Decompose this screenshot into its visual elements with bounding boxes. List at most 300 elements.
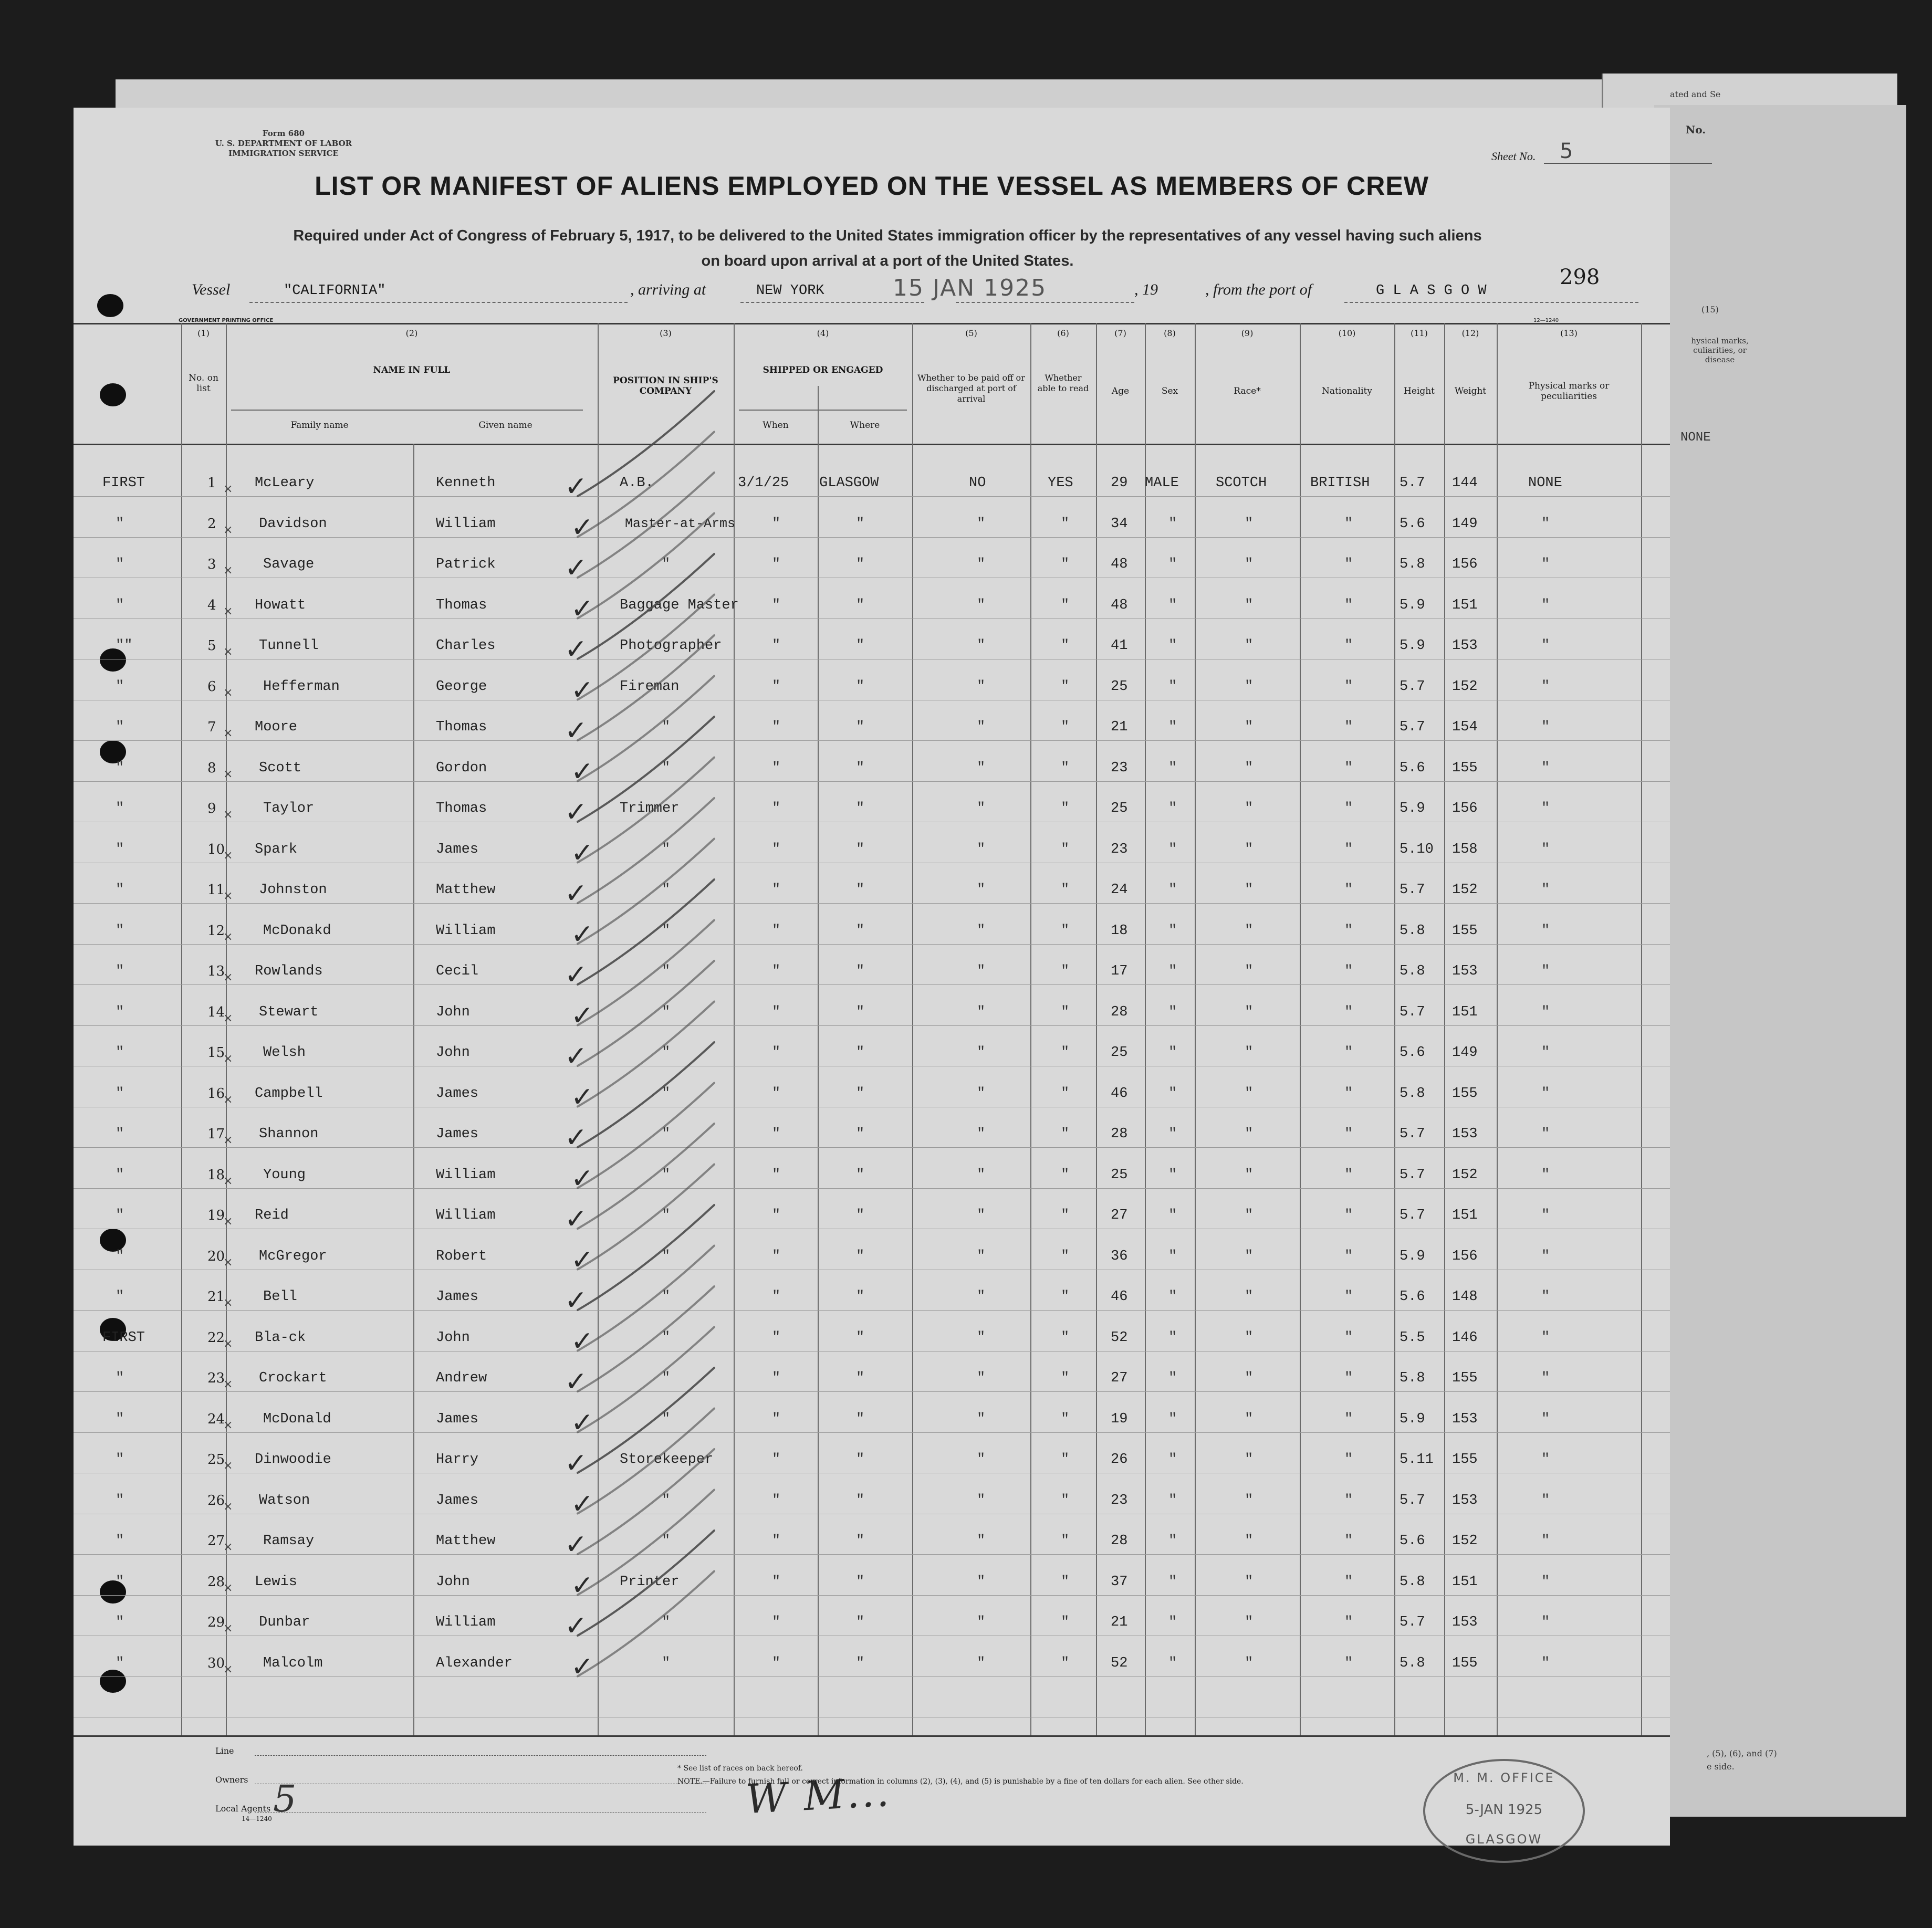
row-class: " <box>116 1411 124 1427</box>
physical-marks-ditto: " <box>1541 678 1550 695</box>
check-mark-icon: ✓ <box>571 1081 594 1113</box>
paid-off-ditto: " <box>977 801 986 816</box>
sex-ditto: " <box>1168 719 1177 735</box>
given-name: George <box>436 678 487 695</box>
row-class: " <box>116 1452 124 1468</box>
row-class: " <box>116 760 124 776</box>
x-mark-icon: × <box>223 727 233 740</box>
position: Trimmer <box>620 801 680 816</box>
physical-marks-ditto: " <box>1541 1370 1550 1386</box>
physical-marks-ditto: " <box>1541 1289 1550 1305</box>
manifest-number: 298 <box>1560 265 1600 289</box>
paid-off-ditto: " <box>977 1208 986 1223</box>
shipped-where-ditto: " <box>856 1085 865 1102</box>
right-frag-top: ated and Se <box>1670 89 1721 99</box>
race-ditto: " <box>1245 1574 1254 1590</box>
age: 21 <box>1111 719 1128 735</box>
sex-ditto: " <box>1168 760 1177 776</box>
given-name: William <box>436 1208 496 1223</box>
office-stamp: M. M. OFFICE 5-JAN 1925 GLASGOW <box>1423 1759 1585 1863</box>
family-name: Scott <box>259 760 302 776</box>
able-to-read-ditto: " <box>1061 1045 1070 1061</box>
shipped-when-ditto: " <box>772 801 781 816</box>
check-strokes <box>74 108 861 1840</box>
race-ditto: " <box>1245 1492 1254 1508</box>
sex-ditto: " <box>1168 1533 1177 1549</box>
family-name: Tunnell <box>259 638 319 654</box>
row-number: 25 <box>207 1452 225 1468</box>
x-mark-icon: × <box>223 930 233 944</box>
sex: MALE <box>1145 475 1179 491</box>
physical-marks-ditto: " <box>1541 638 1550 654</box>
shipped-where-ditto: " <box>856 1655 865 1671</box>
age: 26 <box>1111 1452 1128 1468</box>
check-mark-icon: ✓ <box>565 797 588 828</box>
family-name: Bell <box>263 1289 297 1305</box>
shipped-where-ditto: " <box>856 1126 865 1142</box>
sex-ditto: " <box>1168 1126 1177 1142</box>
able-to-read-ditto: " <box>1061 760 1070 776</box>
pencil-check-stroke <box>578 391 714 496</box>
row-class: " <box>116 1289 124 1305</box>
height: 5.6 <box>1400 1533 1425 1549</box>
age: 23 <box>1111 760 1128 776</box>
paid-off-ditto: " <box>977 557 986 572</box>
weight: 153 <box>1452 1492 1478 1508</box>
family-name: Watson <box>259 1492 310 1508</box>
col-head-name: NAME IN FULL <box>373 365 451 375</box>
col-head-given: Given name <box>478 420 532 431</box>
weight: 152 <box>1452 1533 1478 1549</box>
nationality-ditto: " <box>1344 841 1353 857</box>
check-mark-icon: ✓ <box>565 1448 588 1479</box>
weight: 152 <box>1452 678 1478 695</box>
weight: 151 <box>1452 1004 1478 1020</box>
family-name: Dinwoodie <box>255 1452 331 1468</box>
height: 5.9 <box>1400 638 1425 654</box>
sheet-no-underline <box>1544 163 1712 164</box>
sex-ditto: " <box>1168 1045 1177 1061</box>
nationality-ditto: " <box>1344 1329 1353 1346</box>
row-number: 20 <box>207 1248 225 1264</box>
col-num-10: (10) <box>1338 328 1356 338</box>
physical-marks-ditto: " <box>1541 1045 1550 1061</box>
family-name: Savage <box>263 557 315 572</box>
age: 52 <box>1111 1655 1128 1671</box>
height: 5.7 <box>1400 1492 1425 1508</box>
family-name: McGregor <box>259 1248 327 1264</box>
given-name: John <box>436 1045 470 1061</box>
sex-ditto: " <box>1168 1289 1177 1305</box>
sheet-behind-right-2 <box>1654 89 1906 1817</box>
shipped-where-ditto: " <box>856 1615 865 1630</box>
row-class: " <box>116 719 124 735</box>
nationality-ditto: " <box>1344 1411 1353 1427</box>
col-head-height: Height <box>1404 386 1435 396</box>
row-number: 1 <box>207 475 216 491</box>
row-class: " <box>116 1655 124 1671</box>
form-print-code: 12—1240 <box>1533 318 1559 323</box>
age: 29 <box>1111 475 1128 491</box>
col-num-12: (12) <box>1461 328 1479 338</box>
age: 23 <box>1111 841 1128 857</box>
shipped-when: 3/1/25 <box>738 475 789 491</box>
row-class: "" <box>116 638 133 654</box>
row-class: " <box>116 882 124 898</box>
row-number: 21 <box>207 1289 225 1305</box>
sex-ditto: " <box>1168 1370 1177 1386</box>
col-num-9: (9) <box>1241 328 1254 338</box>
shipped-when-ditto: " <box>772 1045 781 1061</box>
height: 5.6 <box>1400 1289 1425 1305</box>
able-to-read-ditto: " <box>1061 1492 1070 1508</box>
family-name: Reid <box>255 1208 289 1223</box>
check-mark-icon: ✓ <box>565 959 588 991</box>
shipped-where-ditto: " <box>856 557 865 572</box>
given-name: Alexander <box>436 1655 513 1671</box>
race-ditto: " <box>1245 882 1254 898</box>
sex-ditto: " <box>1168 1492 1177 1508</box>
age: 19 <box>1111 1411 1128 1427</box>
height: 5.7 <box>1400 882 1425 898</box>
right-col-head: hysical marks, culiarities, or disease <box>1691 336 1749 364</box>
race: SCOTCH <box>1216 475 1267 491</box>
weight: 155 <box>1452 1085 1478 1102</box>
shipped-when-ditto: " <box>772 1289 781 1305</box>
able-to-read-ditto: " <box>1061 557 1070 572</box>
col-head-where: Where <box>850 420 880 431</box>
row-number: 13 <box>207 963 225 979</box>
height: 5.8 <box>1400 1085 1425 1102</box>
shipped-when-ditto: " <box>772 1208 781 1223</box>
x-mark-icon: × <box>223 1134 233 1147</box>
shipped-where-ditto: " <box>856 1533 865 1549</box>
age: 28 <box>1111 1533 1128 1549</box>
nationality-ditto: " <box>1344 678 1353 695</box>
shipped-when-ditto: " <box>772 1004 781 1020</box>
able-to-read-ditto: " <box>1061 1533 1070 1549</box>
shipped-where-ditto: " <box>856 1411 865 1427</box>
position: " <box>662 557 671 572</box>
weight: 148 <box>1452 1289 1478 1305</box>
given-name: Cecil <box>436 963 479 979</box>
height: 5.6 <box>1400 1045 1425 1061</box>
age: 21 <box>1111 1615 1128 1630</box>
family-name: Welsh <box>263 1045 306 1061</box>
col-head-nationality: Nationality <box>1322 386 1372 396</box>
col-head-no: No. on list <box>189 373 218 394</box>
x-mark-icon: × <box>223 1255 233 1269</box>
check-mark-icon: ✓ <box>565 634 588 665</box>
col-num-4: (4) <box>817 328 829 338</box>
arriving-label: , arriving at <box>630 281 706 298</box>
position: " <box>662 841 671 857</box>
given-name: James <box>436 1126 479 1142</box>
sex-ditto: " <box>1168 678 1177 695</box>
able-to-read-ditto: " <box>1061 1167 1070 1183</box>
height: 5.8 <box>1400 963 1425 979</box>
height: 5.9 <box>1400 801 1425 816</box>
col-num-13: (13) <box>1560 328 1578 338</box>
tally-mark: 5 <box>273 1777 297 1820</box>
position: " <box>662 1126 671 1142</box>
sex-ditto: " <box>1168 597 1177 613</box>
race-ditto: " <box>1245 516 1254 532</box>
position: " <box>662 760 671 776</box>
arriving-port: NEW YORK <box>756 283 824 299</box>
position: " <box>662 1289 671 1305</box>
given-name: Thomas <box>436 719 487 735</box>
row-class: " <box>116 801 124 816</box>
race-ditto: " <box>1245 1208 1254 1223</box>
page-subtitle: Required under Act of Congress of February 5, 1917, to be delivered to the United States immigration officer by the representatives of any vessel having such aliens on board upon arrival at a port of the United States. <box>293 227 1482 269</box>
nationality-ditto: " <box>1344 719 1353 735</box>
x-mark-icon: × <box>223 1052 233 1065</box>
given-name: Gordon <box>436 760 487 776</box>
shipped-where-ditto: " <box>856 882 865 898</box>
x-mark-icon: × <box>223 1174 233 1188</box>
weight: 149 <box>1452 516 1478 532</box>
check-mark-icon: ✓ <box>565 878 588 909</box>
height: 5.6 <box>1400 760 1425 776</box>
given-name: John <box>436 1004 470 1020</box>
age: 25 <box>1111 1167 1128 1183</box>
row-class: " <box>116 1533 124 1549</box>
row-number: 11 <box>207 882 225 898</box>
shipped-when-ditto: " <box>772 1655 781 1671</box>
nationality-ditto: " <box>1344 1085 1353 1102</box>
row-number: 17 <box>207 1126 225 1142</box>
able-to-read-ditto: " <box>1061 963 1070 979</box>
row-number: 29 <box>207 1615 225 1630</box>
family-name: Spark <box>255 841 298 857</box>
age: 27 <box>1111 1370 1128 1386</box>
weight: 153 <box>1452 1126 1478 1142</box>
shipped-where-ditto: " <box>856 963 865 979</box>
weight: 152 <box>1452 1167 1478 1183</box>
shipped-where-ditto: " <box>856 1289 865 1305</box>
shipped-where-ditto: " <box>856 1370 865 1386</box>
weight: 155 <box>1452 923 1478 939</box>
nationality-ditto: " <box>1344 1492 1353 1508</box>
sex-ditto: " <box>1168 1574 1177 1590</box>
height: 5.8 <box>1400 923 1425 939</box>
row-class: " <box>116 1492 124 1508</box>
check-mark-icon: ✓ <box>571 837 594 869</box>
row-number: 19 <box>207 1208 225 1223</box>
row-class: " <box>116 1045 124 1061</box>
given-name: William <box>436 1615 496 1630</box>
height: 5.10 <box>1400 841 1434 857</box>
shipped-where-ditto: " <box>856 801 865 816</box>
height: 5.8 <box>1400 1574 1425 1590</box>
physical-marks-ditto: " <box>1541 1167 1550 1183</box>
nationality-ditto: " <box>1344 1248 1353 1264</box>
able-to-read-ditto: " <box>1061 1126 1070 1142</box>
height: 5.7 <box>1400 1208 1425 1223</box>
height: 5.9 <box>1400 597 1425 613</box>
race-ditto: " <box>1245 1045 1254 1061</box>
physical-marks-ditto: " <box>1541 557 1550 572</box>
col-num-3: (3) <box>660 328 672 338</box>
position: " <box>662 923 671 939</box>
given-name: Patrick <box>436 557 496 572</box>
x-mark-icon: × <box>223 1500 233 1513</box>
family-name: Ramsay <box>263 1533 315 1549</box>
footer-line-label: Line <box>215 1746 234 1756</box>
family-name: McDonakd <box>263 923 331 939</box>
age: 36 <box>1111 1248 1128 1264</box>
race-ditto: " <box>1245 638 1254 654</box>
able-to-read-ditto: " <box>1061 1208 1070 1223</box>
nationality-ditto: " <box>1344 1533 1353 1549</box>
col-head-position: POSITION IN SHIP'S COMPANY <box>613 375 718 396</box>
height: 5.7 <box>1400 1615 1425 1630</box>
physical-marks-ditto: " <box>1541 1655 1550 1671</box>
position: Photographer <box>620 638 722 654</box>
physical-marks-ditto: " <box>1541 963 1550 979</box>
age: 28 <box>1111 1126 1128 1142</box>
weight: 155 <box>1452 760 1478 776</box>
paid-off-ditto: " <box>977 638 986 654</box>
given-name: James <box>436 1085 479 1102</box>
row-number: 7 <box>207 719 216 735</box>
shipped-when-ditto: " <box>772 1085 781 1102</box>
age: 27 <box>1111 1208 1128 1223</box>
row-class: " <box>116 516 124 532</box>
paid-off-ditto: " <box>977 841 986 857</box>
row-number: 4 <box>207 597 216 613</box>
row-number: 30 <box>207 1655 225 1671</box>
race-ditto: " <box>1245 963 1254 979</box>
x-mark-icon: × <box>223 1093 233 1106</box>
able-to-read-ditto: " <box>1061 1004 1070 1020</box>
row-class: " <box>116 1248 124 1264</box>
row-number: 16 <box>207 1085 225 1102</box>
shipped-where-ditto: " <box>856 1167 865 1183</box>
family-name: Young <box>263 1167 306 1183</box>
weight: 156 <box>1452 1248 1478 1264</box>
row-number: 28 <box>207 1574 225 1590</box>
x-mark-icon: × <box>223 1418 233 1432</box>
sex-ditto: " <box>1168 923 1177 939</box>
shipped-when-ditto: " <box>772 1370 781 1386</box>
weight: 156 <box>1452 557 1478 572</box>
row-class: " <box>116 1167 124 1183</box>
nationality-ditto: " <box>1344 963 1353 979</box>
footer-note-races: * See list of races on back hereof. <box>677 1764 803 1773</box>
row-number: 24 <box>207 1411 225 1427</box>
paid-off-ditto: " <box>977 1289 986 1305</box>
row-number: 18 <box>207 1167 225 1183</box>
race-ditto: " <box>1245 1655 1254 1671</box>
sex-ditto: " <box>1168 841 1177 857</box>
height: 5.7 <box>1400 678 1425 695</box>
weight: 146 <box>1452 1329 1478 1346</box>
row-number: 15 <box>207 1045 225 1061</box>
row-class: FIRST <box>102 1329 145 1346</box>
x-mark-icon: × <box>223 767 233 781</box>
height: 5.7 <box>1400 1004 1425 1020</box>
weight: 151 <box>1452 1574 1478 1590</box>
check-mark-icon: ✓ <box>571 1407 594 1439</box>
able-to-read-ditto: " <box>1061 923 1070 939</box>
check-mark-icon: ✓ <box>571 1162 594 1194</box>
sex-ditto: " <box>1168 1167 1177 1183</box>
row-number: 6 <box>207 678 216 695</box>
position: " <box>662 1085 671 1102</box>
given-name: Andrew <box>436 1370 487 1386</box>
given-name: Matthew <box>436 882 496 898</box>
weight: 151 <box>1452 597 1478 613</box>
given-name: Robert <box>436 1248 487 1264</box>
physical-marks-ditto: " <box>1541 1574 1550 1590</box>
sex-ditto: " <box>1168 1004 1177 1020</box>
shipped-where-ditto: " <box>856 1574 865 1590</box>
check-mark-icon: ✓ <box>565 471 588 502</box>
weight: 153 <box>1452 963 1478 979</box>
race-ditto: " <box>1245 1167 1254 1183</box>
sex-ditto: " <box>1168 516 1177 532</box>
position: " <box>662 719 671 735</box>
position: " <box>662 1329 671 1346</box>
col-head-paid-off: Whether to be paid off or discharged at port of arrival <box>917 373 1025 404</box>
race-ditto: " <box>1245 760 1254 776</box>
age: 41 <box>1111 638 1128 654</box>
paid-off-ditto: " <box>977 1370 986 1386</box>
paid-off-ditto: " <box>977 1004 986 1020</box>
shipped-when-ditto: " <box>772 1452 781 1468</box>
physical-marks-ditto: " <box>1541 882 1550 898</box>
check-mark-icon: ✓ <box>565 1529 588 1560</box>
weight: 155 <box>1452 1655 1478 1671</box>
shipped-where-ditto: " <box>856 1452 865 1468</box>
family-name: Lewis <box>255 1574 298 1590</box>
physical-marks-ditto: " <box>1541 760 1550 776</box>
nationality-ditto: " <box>1344 882 1353 898</box>
nationality-ditto: " <box>1344 1574 1353 1590</box>
weight: 152 <box>1452 882 1478 898</box>
family-name: Hefferman <box>263 678 340 695</box>
age: 25 <box>1111 678 1128 695</box>
position: " <box>662 1045 671 1061</box>
height: 5.11 <box>1400 1452 1434 1468</box>
row-number: 14 <box>207 1004 225 1020</box>
paid-off-ditto: " <box>977 1248 986 1264</box>
paid-off: NO <box>969 475 986 491</box>
check-mark-icon: ✓ <box>571 1569 594 1601</box>
x-mark-icon: × <box>223 1378 233 1391</box>
shipped-where-ditto: " <box>856 1329 865 1346</box>
col-head-family: Family name <box>290 420 349 431</box>
x-mark-icon: × <box>223 848 233 862</box>
row-class: " <box>116 1574 124 1590</box>
given-name: William <box>436 516 496 532</box>
shipped-where-ditto: " <box>856 678 865 695</box>
check-mark-icon: ✓ <box>571 674 594 706</box>
given-name: John <box>436 1329 470 1346</box>
given-name: Matthew <box>436 1533 496 1549</box>
given-name: James <box>436 1492 479 1508</box>
shipped-where-ditto: " <box>856 1492 865 1508</box>
sex-ditto: " <box>1168 1208 1177 1223</box>
family-name: Rowlands <box>255 963 323 979</box>
footer-note-fine: NOTE.—Failure to furnish full or correct information in columns (2), (3), (4), and (5) is punishable by a fine of ten dollars for each alien. See other side. <box>677 1777 1244 1786</box>
row-class: " <box>116 1085 124 1102</box>
x-mark-icon: × <box>223 1541 233 1554</box>
physical-marks-ditto: " <box>1541 597 1550 613</box>
position: " <box>662 1004 671 1020</box>
